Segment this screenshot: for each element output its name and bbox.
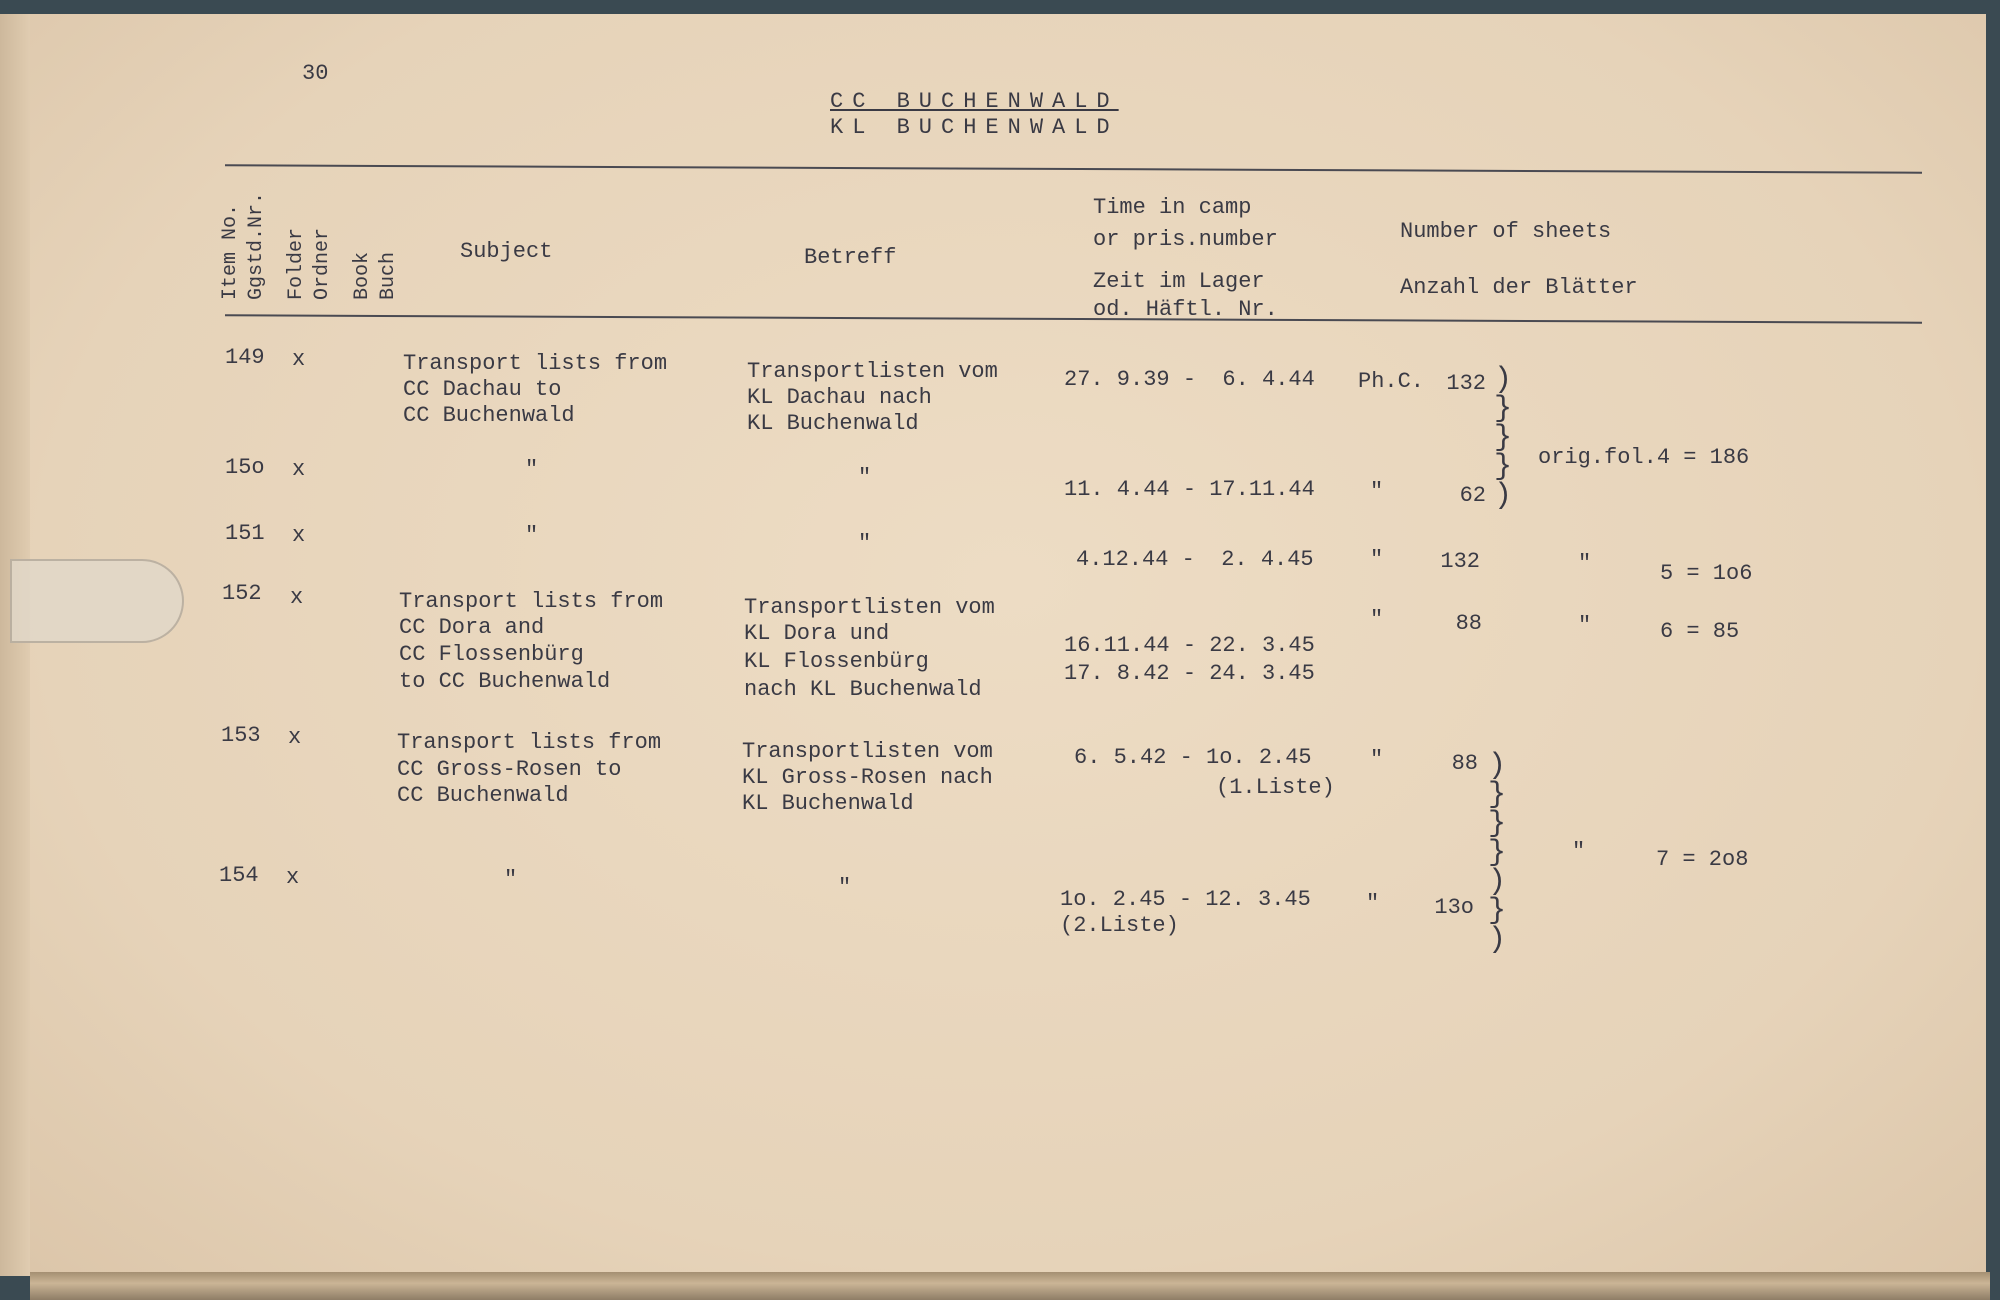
betreff-line: KL Buchenwald bbox=[747, 411, 919, 436]
header-sheets-de: Anzahl der Blätter bbox=[1400, 275, 1638, 300]
folder-mark: x bbox=[286, 865, 300, 890]
header-folder: Folder bbox=[285, 227, 308, 300]
subject-line: Transport lists from bbox=[399, 589, 664, 614]
betreff-ditto: " bbox=[858, 465, 872, 490]
subject-line: Transport lists from bbox=[397, 730, 662, 755]
subject-line: CC Gross-Rosen to bbox=[397, 757, 622, 782]
folder-mark: x bbox=[288, 725, 302, 750]
header-time-en-1: Time in camp bbox=[1093, 195, 1252, 220]
item-number: 154 bbox=[219, 863, 259, 888]
sheet-prefix: " bbox=[1370, 747, 1384, 772]
subject-line: CC Flossenbürg bbox=[399, 642, 584, 667]
sheet-prefix: " bbox=[1370, 479, 1384, 504]
time-range: 17. 8.42 - 24. 3.45 bbox=[1064, 661, 1315, 686]
title-english: CC BUCHENWALD bbox=[830, 89, 1119, 114]
folio-label: orig.fol.4 = 186 bbox=[1538, 445, 1750, 470]
betreff-line: Transportlisten vom bbox=[744, 595, 995, 620]
subject-line: CC Buchenwald bbox=[397, 783, 569, 808]
folio-label: 6 = 85 bbox=[1660, 619, 1740, 644]
folder-mark: x bbox=[292, 347, 306, 372]
time-note: (1.Liste) bbox=[1216, 775, 1335, 800]
time-range: 1o. 2.45 - 12. 3.45 bbox=[1060, 887, 1311, 912]
item-number: 152 bbox=[222, 581, 262, 606]
betreff-line: KL Flossenbürg bbox=[744, 649, 929, 674]
betreff-ditto: " bbox=[838, 875, 852, 900]
betreff-ditto: " bbox=[858, 531, 872, 556]
header-item-no: Item No. bbox=[219, 203, 242, 300]
betreff-line: KL Buchenwald bbox=[742, 791, 914, 816]
sheet-prefix: " bbox=[1366, 891, 1380, 916]
title-german: KL BUCHENWALD bbox=[830, 115, 1119, 140]
betreff-line: KL Dachau nach bbox=[747, 385, 932, 410]
sheet-count: 132 bbox=[1440, 549, 1480, 574]
sheet-prefix: Ph.C. bbox=[1358, 369, 1425, 394]
item-number: 153 bbox=[221, 723, 261, 748]
item-number: 149 bbox=[225, 345, 265, 370]
sheet-prefix: " bbox=[1370, 547, 1384, 572]
sheet-count: 88 bbox=[1451, 751, 1478, 776]
header-ggstd-nr: Ggstd.Nr. bbox=[245, 191, 268, 300]
time-note: (2.Liste) bbox=[1060, 913, 1179, 938]
folio-label: 7 = 2o8 bbox=[1656, 847, 1749, 872]
betreff-line: nach KL Buchenwald bbox=[744, 677, 982, 702]
header-time-de-1: Zeit im Lager bbox=[1093, 269, 1265, 294]
header-betreff: Betreff bbox=[804, 245, 897, 270]
betreff-line: Transportlisten vom bbox=[747, 359, 998, 384]
folio-ditto: " bbox=[1578, 613, 1592, 638]
time-range: 27. 9.39 - 6. 4.44 bbox=[1064, 367, 1315, 392]
betreff-line: KL Dora und bbox=[744, 621, 890, 646]
sheet-prefix: " bbox=[1370, 607, 1384, 632]
page-tab-marker bbox=[10, 559, 184, 643]
folio-ditto: " bbox=[1572, 839, 1586, 864]
betreff-line: Transportlisten vom bbox=[742, 739, 993, 764]
header-subject: Subject bbox=[460, 239, 553, 264]
page-bottom-edge bbox=[30, 1272, 1990, 1300]
item-number: 151 bbox=[225, 521, 265, 546]
folio-ditto: " bbox=[1578, 551, 1592, 576]
page-number: 30 bbox=[302, 61, 329, 86]
betreff-line: KL Gross-Rosen nach bbox=[742, 765, 993, 790]
header-sheets-en: Number of sheets bbox=[1400, 219, 1612, 244]
subject-line: CC Dachau to bbox=[403, 377, 562, 402]
header-buch: Buch bbox=[377, 251, 400, 300]
subject-ditto: " bbox=[525, 523, 539, 548]
folder-mark: x bbox=[292, 523, 306, 548]
sheet-count: 132 bbox=[1446, 371, 1486, 396]
time-range: 6. 5.42 - 1o. 2.45 bbox=[1074, 745, 1312, 770]
brace-group-1: ) } } } ) bbox=[1494, 363, 1513, 513]
header-book: Book bbox=[351, 251, 374, 300]
subject-line: CC Buchenwald bbox=[403, 403, 575, 428]
header-ordner: Ordner bbox=[311, 227, 334, 300]
subject-line: to CC Buchenwald bbox=[399, 669, 611, 694]
time-range: 11. 4.44 - 17.11.44 bbox=[1064, 477, 1315, 502]
folder-mark: x bbox=[292, 457, 306, 482]
folder-mark: x bbox=[290, 585, 304, 610]
header-time-en-2: or pris.number bbox=[1093, 227, 1278, 252]
sheet-count: 62 bbox=[1459, 483, 1486, 508]
subject-line: CC Dora and bbox=[399, 615, 545, 640]
subject-ditto: " bbox=[525, 457, 539, 482]
sheet-count: 13o bbox=[1434, 895, 1474, 920]
brace-group-2: ) } } } ) } ) bbox=[1488, 749, 1507, 957]
header-time-de-2: od. Häftl. Nr. bbox=[1093, 297, 1278, 322]
item-number: 15o bbox=[225, 455, 265, 480]
time-range: 16.11.44 - 22. 3.45 bbox=[1064, 633, 1315, 658]
folio-label: 5 = 1o6 bbox=[1660, 561, 1753, 586]
subject-line: Transport lists from bbox=[403, 351, 668, 376]
sheet-count: 88 bbox=[1455, 611, 1482, 636]
subject-ditto: " bbox=[504, 867, 518, 892]
time-range: 4.12.44 - 2. 4.45 bbox=[1076, 547, 1314, 572]
